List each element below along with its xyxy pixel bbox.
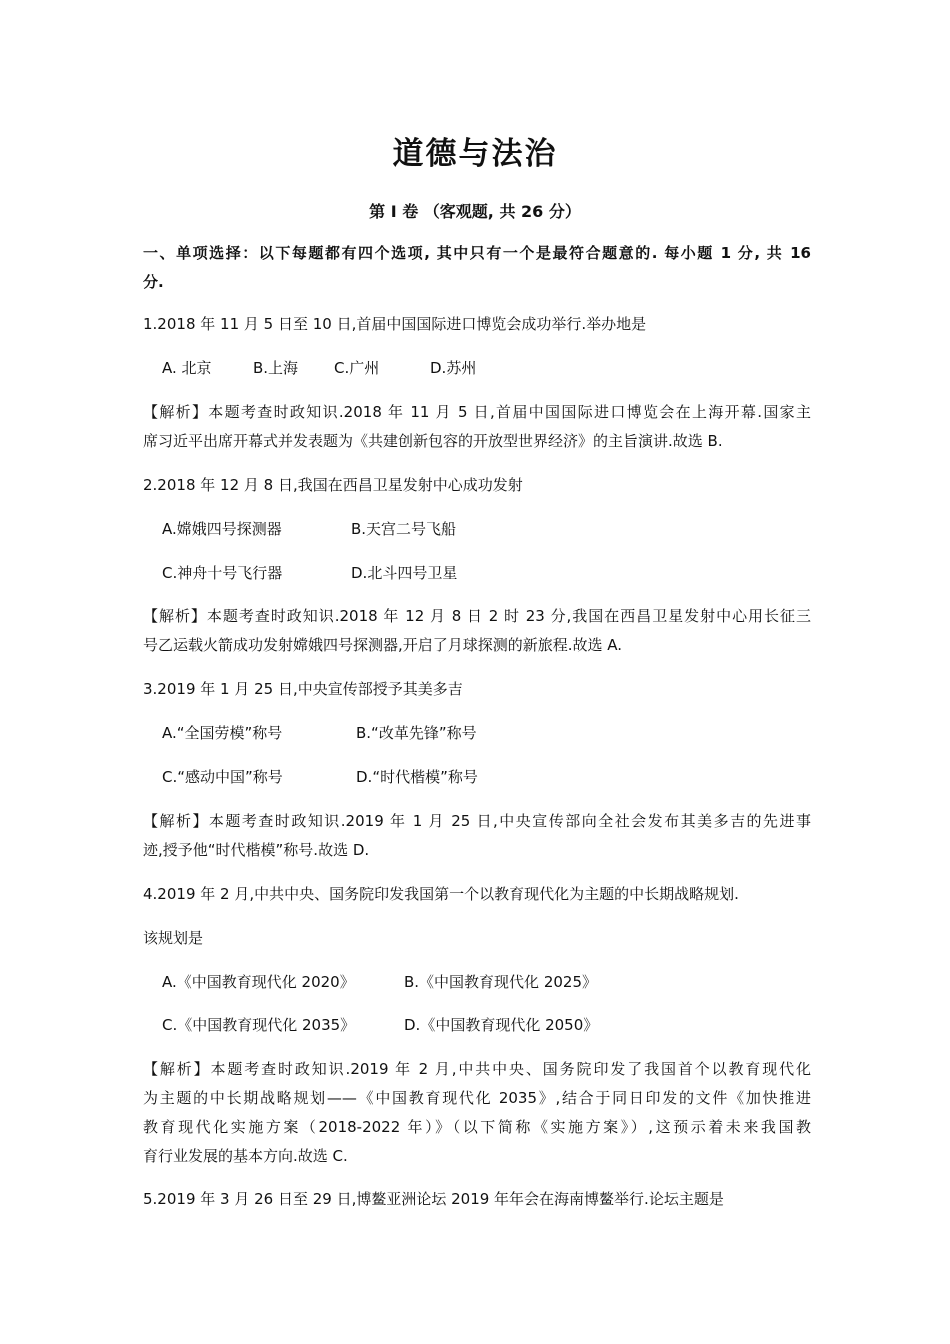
question-4-option-c: C.《中国教育现代化 2035》 (162, 1016, 356, 1034)
question-1-analysis-line-2: 席习近平出席开幕式并发表题为《共建创新包容的开放型世界经济》的主旨演讲.故选 B. (143, 432, 723, 450)
question-3-option-b: B.“改革先锋”称号 (356, 724, 477, 742)
question-3-option-c: C.“感动中国”称号 (162, 768, 283, 786)
section-subtitle: 第 I 卷 （客观题, 共 26 分） (369, 202, 581, 221)
page-title: 道德与法治 (392, 136, 558, 172)
question-3-option-a: A.“全国劳模”称号 (162, 724, 283, 742)
question-2-stem: 2.2018 年 12 月 8 日,我国在西昌卫星发射中心成功发射 (143, 476, 523, 494)
question-4-stem-line-2: 该规划是 (143, 929, 204, 947)
question-1-option-c: C.广州 (334, 359, 380, 377)
question-1-analysis-line-1: 【解析】本题考查时政知识.2018 年 11 月 5 日,首届中国国际进口博览会在上海开幕.国家主 (143, 403, 811, 421)
question-4-option-a: A.《中国教育现代化 2020》 (162, 973, 355, 991)
question-4-stem-line-1: 4.2019 年 2 月,中共中央、国务院印发我国第一个以教育现代化为主题的中长期战略规划. (143, 885, 739, 903)
question-4-analysis-line-3: 教育现代化实施方案（2018-2022 年）》（以下简称《实施方案》）,这预示着未来我国教 (143, 1118, 811, 1136)
question-1-stem: 1.2018 年 11 月 5 日至 10 日,首届中国国际进口博览会成功举行.举办地是 (143, 315, 647, 333)
question-3-analysis-line-1: 【解析】本题考查时政知识.2019 年 1 月 25 日,中央宣传部向全社会发布其美多吉的先进事 (143, 812, 811, 830)
question-3-option-d: D.“时代楷模”称号 (356, 768, 478, 786)
section-instructions-line-1: 一、单项选择：以下每题都有四个选项, 其中只有一个是最符合题意的. 每小题 1 分, 共 16 (143, 244, 811, 262)
question-2-option-a: A.嫦娥四号探测器 (162, 520, 282, 538)
question-4-option-b: B.《中国教育现代化 2025》 (404, 973, 598, 991)
question-3-stem: 3.2019 年 1 月 25 日,中央宣传部授予其美多吉 (143, 680, 463, 698)
question-1-option-d: D.苏州 (430, 359, 477, 377)
question-4-option-d: D.《中国教育现代化 2050》 (404, 1016, 599, 1034)
question-2-option-c: C.神舟十号飞行器 (162, 564, 283, 582)
question-3-analysis-line-2: 迹,授予他“时代楷模”称号.故选 D. (143, 841, 370, 859)
question-4-analysis-line-1: 【解析】本题考查时政知识.2019 年 2 月,中共中央、国务院印发了我国首个以教育现代化 (143, 1060, 811, 1078)
question-4-analysis-line-2: 为主题的中长期战略规划——《中国教育现代化 2035》,结合于同日印发的文件《加快推进 (143, 1089, 811, 1107)
question-2-option-d: D.北斗四号卫星 (351, 564, 458, 582)
question-4-analysis-line-4: 育行业发展的基本方向.故选 C. (143, 1147, 348, 1165)
question-2-analysis-line-1: 【解析】本题考查时政知识.2018 年 12 月 8 日 2 时 23 分,我国在西昌卫星发射中心用长征三 (143, 607, 811, 625)
question-2-analysis-line-2: 号乙运载火箭成功发射嫦娥四号探测器,开启了月球探测的新旅程.故选 A. (143, 636, 623, 654)
section-instructions-line-2: 分. (143, 273, 164, 291)
question-5-stem: 5.2019 年 3 月 26 日至 29 日,博鳌亚洲论坛 2019 年年会在海南博鳌举行.论坛主题是 (143, 1190, 724, 1208)
question-1-option-b: B.上海 (253, 359, 299, 377)
question-1-option-a: A. 北京 (162, 359, 212, 377)
question-2-option-b: B.天宫二号飞船 (351, 520, 457, 538)
